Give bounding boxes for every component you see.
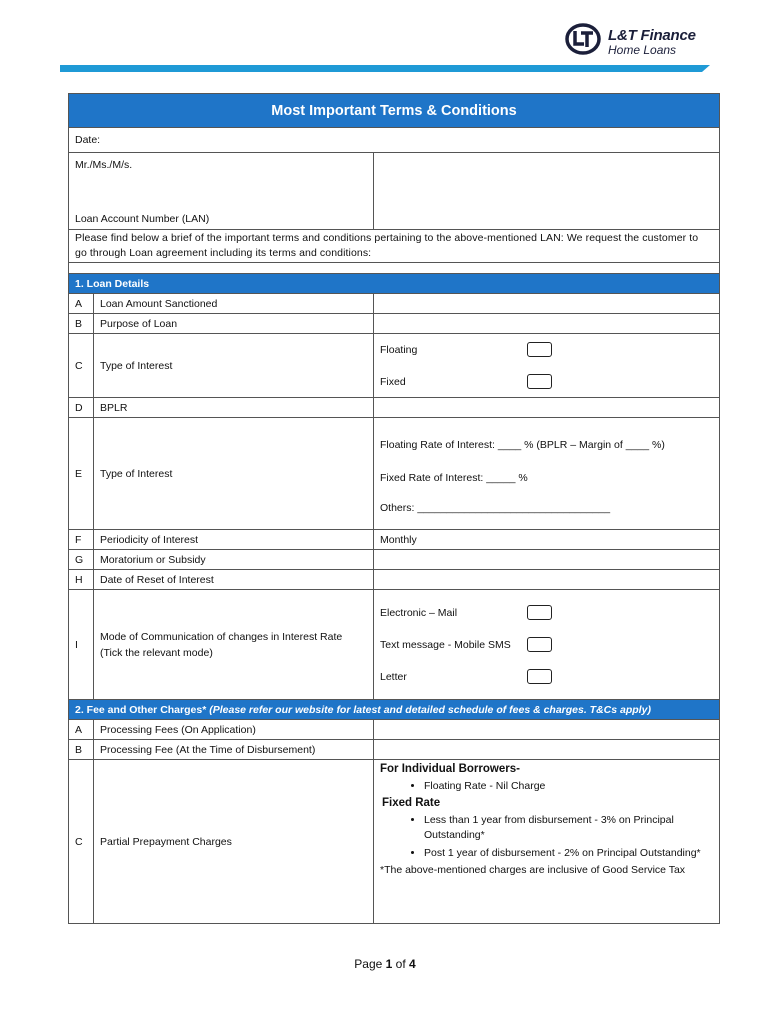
periodicity-value: Monthly xyxy=(374,530,720,550)
option-floating-label: Floating xyxy=(380,343,418,356)
row-label: Type of Interest xyxy=(94,334,374,398)
processing-fee-application-value[interactable] xyxy=(374,720,720,740)
prepayment-charges-details xyxy=(374,760,720,924)
row-letter: A xyxy=(69,720,94,740)
logo-brand: L&T Finance xyxy=(608,27,696,44)
row-label: Moratorium or Subsidy xyxy=(94,550,374,570)
page-of: of xyxy=(392,957,410,971)
row-letter: B xyxy=(69,740,94,760)
list-item: • Less than 1 year from disbursement - 3% on Principal Outstanding* xyxy=(424,813,713,843)
row-label: Type of Interest xyxy=(94,418,374,530)
list-item: • Post 1 year of disbursement - 2% on Principal Outstanding* xyxy=(424,846,713,861)
row-letter: G xyxy=(69,550,94,570)
page-prefix: Page xyxy=(354,957,386,971)
date-label: Date: xyxy=(69,128,720,153)
row-label: BPLR xyxy=(94,398,374,418)
loan-amount-value[interactable] xyxy=(374,294,720,314)
option-letter-label: Letter xyxy=(380,670,407,683)
salutation-label: Mr./Ms./M/s. xyxy=(75,159,133,171)
customer-details-cell xyxy=(69,153,374,230)
row-letter: F xyxy=(69,530,94,550)
row-label: Purpose of Loan xyxy=(94,314,374,334)
row-letter: B xyxy=(69,314,94,334)
row-letter: H xyxy=(69,570,94,590)
option-sms-label: Text message - Mobile SMS xyxy=(380,638,511,651)
fixed-rate-list xyxy=(380,813,713,861)
section2-title: 2. Fee and Other Charges* xyxy=(75,703,210,716)
sms-checkbox[interactable] xyxy=(527,637,552,652)
interest-rate-details xyxy=(374,418,720,530)
fixed-rate-line: Fixed Rate of Interest: _____ % xyxy=(380,472,528,484)
page-number xyxy=(0,957,770,971)
header-accent-bar xyxy=(60,65,710,72)
loan-purpose-value[interactable] xyxy=(374,314,720,334)
fixed-rate-heading: Fixed Rate xyxy=(382,797,441,809)
row-letter: D xyxy=(69,398,94,418)
row-letter: C xyxy=(69,760,94,924)
list-item: • Floating Rate - Nil Charge xyxy=(424,779,713,794)
row-label: Processing Fee (At the Time of Disbursement) xyxy=(94,740,374,760)
intro-text: Please find below a brief of the important terms and conditions pertaining to the above-mentioned LAN: We request the customer to go through Loan agreement including its terms and conditions: xyxy=(69,230,720,263)
option-email-label: Electronic – Mail xyxy=(380,606,458,619)
others-line: Others: _________________________________ xyxy=(380,502,611,514)
gst-note: *The above-mentioned charges are inclusive of Good Service Tax xyxy=(380,864,686,876)
section1-header: 1. Loan Details xyxy=(69,274,720,294)
terms-table xyxy=(68,93,720,924)
fixed-checkbox[interactable] xyxy=(527,374,552,389)
individual-borrowers-heading: For Individual Borrowers- xyxy=(380,763,520,775)
logo-subtitle: Home Loans xyxy=(608,43,677,57)
reset-date-value[interactable] xyxy=(374,570,720,590)
lt-emblem-icon xyxy=(564,22,604,56)
row-label: Date of Reset of Interest xyxy=(94,570,374,590)
customer-details-value[interactable] xyxy=(374,153,720,230)
floating-checkbox[interactable] xyxy=(527,342,552,357)
letter-checkbox[interactable] xyxy=(527,669,552,684)
row-letter: A xyxy=(69,294,94,314)
floating-rate-list xyxy=(380,779,713,794)
row-label: Loan Amount Sanctioned xyxy=(94,294,374,314)
page-title: Most Important Terms & Conditions xyxy=(69,94,720,128)
processing-fee-disbursement-value[interactable] xyxy=(374,740,720,760)
option-fixed-label: Fixed xyxy=(380,375,406,388)
row-letter: C xyxy=(69,334,94,398)
email-checkbox[interactable] xyxy=(527,605,552,620)
communication-mode-options xyxy=(374,590,720,700)
row-label: Partial Prepayment Charges xyxy=(94,760,374,924)
row-letter: E xyxy=(69,418,94,530)
moratorium-value[interactable] xyxy=(374,550,720,570)
row-letter: I xyxy=(69,590,94,700)
spacer-row xyxy=(69,263,720,274)
row-label: Processing Fees (On Application) xyxy=(94,720,374,740)
interest-type-options xyxy=(374,334,720,398)
current-page: 1 xyxy=(385,957,393,971)
total-pages: 4 xyxy=(409,957,416,971)
row-label: Mode of Communication of changes in Interest Rate (Tick the relevant mode) xyxy=(94,590,374,700)
section2-note: (Please refer our website for latest and detailed schedule of fees & charges. T&Cs apply) xyxy=(209,703,651,716)
lan-label: Loan Account Number (LAN) xyxy=(75,213,210,225)
section2-header xyxy=(69,700,720,720)
lt-finance-logo xyxy=(564,22,714,58)
bplr-value[interactable] xyxy=(374,398,720,418)
row-label: Periodicity of Interest xyxy=(94,530,374,550)
floating-rate-line: Floating Rate of Interest: ____ % (BPLR – Margin of ____ %) xyxy=(380,439,665,451)
